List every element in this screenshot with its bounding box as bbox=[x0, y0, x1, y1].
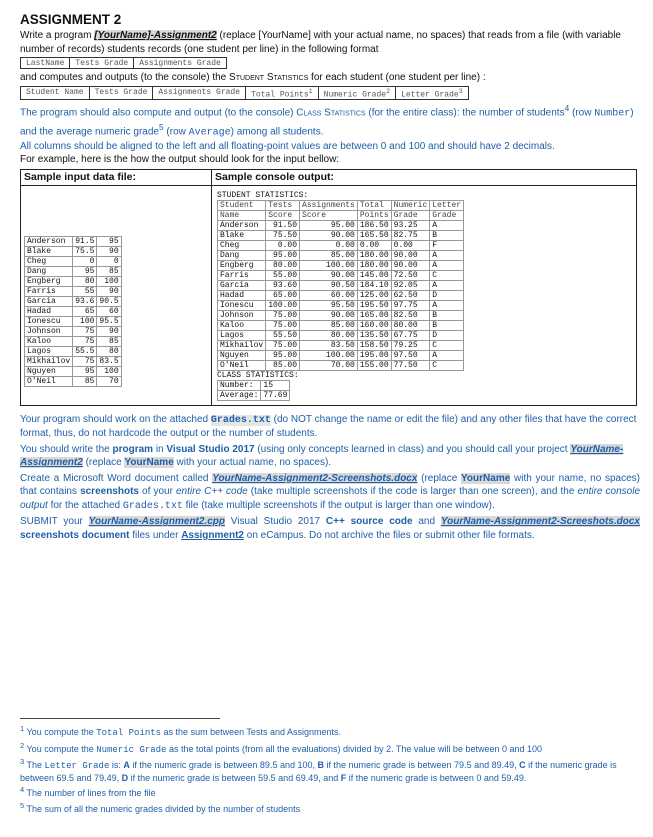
input-row bbox=[25, 356, 122, 366]
output-header-row bbox=[218, 210, 464, 220]
output-format-field: Tests Grade bbox=[89, 86, 153, 100]
output-tests-cell: 75.50 bbox=[266, 230, 300, 240]
footnote-5: $^5$ The sum of all the numeric grades divided by the number of students bbox=[20, 800, 301, 814]
output-numeric-cell: 67.75 bbox=[391, 330, 430, 340]
input-name-cell: Kaloo bbox=[25, 336, 73, 346]
sample-input-box bbox=[21, 170, 212, 405]
input-assignments-cell: 0 bbox=[97, 256, 121, 266]
output-header-cell: Points bbox=[357, 210, 391, 220]
output-assignments-cell: 85.00 bbox=[300, 320, 358, 330]
footnote-ref: 3 bbox=[458, 86, 463, 95]
output-numeric-cell: 92.05 bbox=[391, 280, 430, 290]
output-total-cell: 180.00 bbox=[357, 260, 391, 270]
output-numeric-cell: 0.00 bbox=[391, 240, 430, 250]
sample-input-title: Sample input data file: bbox=[21, 170, 211, 186]
sample-boxes bbox=[20, 169, 637, 406]
output-assignments-cell: 90.00 bbox=[300, 270, 358, 280]
output-assignments-cell: 100.00 bbox=[300, 260, 358, 270]
input-tests-cell: 75 bbox=[73, 336, 97, 346]
output-letter-cell: A bbox=[430, 260, 464, 270]
output-name-cell: Hadad bbox=[218, 290, 266, 300]
student-stats-label: STUDENT STATISTICS: bbox=[217, 190, 309, 200]
output-assignments-cell: 85.00 bbox=[300, 250, 358, 260]
output-tests-cell: 75.00 bbox=[266, 310, 300, 320]
output-format-field: Total Points$^1$ bbox=[246, 86, 319, 100]
input-assignments-cell: 90.5 bbox=[97, 296, 121, 306]
output-row bbox=[218, 230, 464, 240]
output-total-cell: 165.50 bbox=[357, 230, 391, 240]
output-letter-cell: A bbox=[430, 300, 464, 310]
output-header-cell: Assignments bbox=[300, 200, 358, 210]
input-tests-cell: 75.5 bbox=[73, 246, 97, 256]
input-row bbox=[25, 266, 122, 276]
footnote-2: $^2$ You compute the Numeric Grade as the total points (from all the evaluations) divided by 2. The value will be between 0 and 100 bbox=[20, 740, 543, 755]
footnote-ref: 1 bbox=[308, 86, 313, 95]
output-tests-cell: 93.60 bbox=[266, 280, 300, 290]
input-assignments-cell: 90 bbox=[97, 326, 121, 336]
output-numeric-cell: 82.50 bbox=[391, 310, 430, 320]
input-assignments-cell: 85 bbox=[97, 336, 121, 346]
input-tests-cell: 85 bbox=[73, 376, 97, 386]
output-format-table bbox=[20, 86, 469, 101]
output-tests-cell: 75.00 bbox=[266, 320, 300, 330]
input-tests-cell: 95 bbox=[73, 366, 97, 376]
footnote-3: $^3$ The Letter Grade is: A if the numeric grade is between 89.5 and 100, B if the numeric grade is between 79.5 and 89.49, C if the numeric grade is between 69.5 and 79.49, D if the numeric grade is between 59.5 and 69.49, and F if the numeric grade is between 0 and 59.49. bbox=[20, 757, 617, 783]
output-header-cell: Score bbox=[266, 210, 300, 220]
grades-file-name: Grades.txt bbox=[210, 414, 271, 426]
input-assignments-cell: 60 bbox=[97, 306, 121, 316]
output-total-cell: 195.00 bbox=[357, 350, 391, 360]
input-tests-cell: 65 bbox=[73, 306, 97, 316]
footnote-ref: 2 bbox=[386, 86, 391, 95]
output-tests-cell: 55.00 bbox=[266, 270, 300, 280]
output-tests-cell: 95.00 bbox=[266, 250, 300, 260]
output-row bbox=[218, 310, 464, 320]
output-letter-cell: B bbox=[430, 320, 464, 330]
docx-name-highlight: YourName-Assignment2-Screenshots.docx bbox=[212, 472, 418, 484]
output-header-cell: Letter bbox=[430, 200, 464, 210]
output-letter-cell: B bbox=[430, 310, 464, 320]
input-row bbox=[25, 296, 122, 306]
output-tests-cell: 85.00 bbox=[266, 360, 300, 370]
output-row bbox=[218, 220, 464, 230]
output-letter-cell: C bbox=[430, 270, 464, 280]
input-tests-cell: 0 bbox=[73, 256, 97, 266]
footnote-1: $^1$ You compute the Total Points as the sum between Tests and Assignments. bbox=[20, 724, 341, 738]
input-name-cell: Hadad bbox=[25, 306, 73, 316]
output-letter-cell: A bbox=[430, 280, 464, 290]
input-name-cell: Lagos bbox=[25, 346, 73, 356]
output-name-cell: Farris bbox=[218, 270, 266, 280]
footnotes bbox=[20, 718, 635, 815]
output-tests-cell: 100.00 bbox=[266, 300, 300, 310]
output-numeric-cell: 90.00 bbox=[391, 250, 430, 260]
output-numeric-cell: 97.50 bbox=[391, 350, 430, 360]
input-name-cell: Cheg bbox=[25, 256, 73, 266]
input-assignments-cell: 95.5 bbox=[97, 316, 121, 326]
output-total-cell: 155.00 bbox=[357, 360, 391, 370]
input-row bbox=[25, 306, 122, 316]
input-row bbox=[25, 246, 122, 256]
output-row bbox=[218, 320, 464, 330]
output-letter-cell: C bbox=[430, 360, 464, 370]
intro-paragraph-2: and computes and outputs (to the console) the Student Statistics for each student (one student per line) : bbox=[20, 72, 486, 83]
output-name-cell: Engberg bbox=[218, 260, 266, 270]
input-name-cell: Dang bbox=[25, 266, 73, 276]
output-name-cell: Nguyen bbox=[218, 350, 266, 360]
input-tests-cell: 80 bbox=[73, 276, 97, 286]
input-assignments-cell: 95 bbox=[97, 236, 121, 246]
output-name-cell: Dang bbox=[218, 250, 266, 260]
output-assignments-cell: 100.00 bbox=[300, 350, 358, 360]
body-paragraph-1: Your program should work on the attached Grades.txt (do NOT change the name or edit the file) and any other files that have the correct format, thus, do not hardcode the output or the number of students. bbox=[20, 413, 637, 440]
output-tests-cell: 80.00 bbox=[266, 260, 300, 270]
output-total-cell: 125.00 bbox=[357, 290, 391, 300]
output-letter-cell: C bbox=[430, 340, 464, 350]
body-paragraph-2: You should write the program in Visual Studio 2017 (using only concepts learned in class) and you should call your project YourName-Assignment2 (replace YourName with your actual name, no spaces). bbox=[20, 443, 624, 469]
output-name-cell: Cheg bbox=[218, 240, 266, 250]
input-tests-cell: 75 bbox=[73, 356, 97, 366]
output-assignments-cell: 0.00 bbox=[300, 240, 358, 250]
output-tests-cell: 91.50 bbox=[266, 220, 300, 230]
class-stats-table bbox=[217, 380, 290, 401]
input-assignments-cell: 85 bbox=[97, 266, 121, 276]
class-stats-value-cell: 15 bbox=[261, 380, 290, 390]
output-assignments-cell: 83.50 bbox=[300, 340, 358, 350]
input-name-cell: Farris bbox=[25, 286, 73, 296]
sample-output-title: Sample console output: bbox=[212, 170, 636, 186]
class-stats-row bbox=[218, 380, 290, 390]
input-format-field: Tests Grade bbox=[70, 58, 134, 69]
intro-paragraph-5: For example, here is the how the output should look for the input bellow: bbox=[20, 154, 340, 166]
input-assignments-cell: 83.5 bbox=[97, 356, 121, 366]
assignment-page bbox=[20, 12, 640, 542]
output-numeric-cell: 80.00 bbox=[391, 320, 430, 330]
input-name-cell: Engberg bbox=[25, 276, 73, 286]
body-paragraph-3: Create a Microsoft Word document called YourName-Assignment2-Screenshots.docx (replace YourName with your name, no spaces) that contains screenshots of your entire C++ code (take multiple screenshots if the code is larger than one screen), and the entire console output for the attached Grades.txt file (take multiple screenshots if the output is larger than one window). bbox=[20, 472, 641, 512]
input-name-cell: Ionescu bbox=[25, 316, 73, 326]
sample-output-box bbox=[212, 170, 636, 405]
output-name-cell: Mikhailov bbox=[218, 340, 266, 350]
output-letter-cell: A bbox=[430, 220, 464, 230]
input-assignments-cell: 80 bbox=[97, 346, 121, 356]
output-total-cell: 160.00 bbox=[357, 320, 391, 330]
input-tests-cell: 100 bbox=[73, 316, 97, 326]
sample-input-table bbox=[24, 236, 122, 387]
output-numeric-cell: 82.75 bbox=[391, 230, 430, 240]
output-row bbox=[218, 340, 464, 350]
input-format-field: LastName bbox=[21, 58, 70, 69]
input-name-cell: Johnson bbox=[25, 326, 73, 336]
output-format-field: Numeric Grade$^2$ bbox=[318, 86, 395, 100]
output-name-cell: Garcia bbox=[218, 280, 266, 290]
output-row bbox=[218, 240, 464, 250]
output-total-cell: 158.50 bbox=[357, 340, 391, 350]
input-name-cell: Blake bbox=[25, 246, 73, 256]
output-total-cell: 180.00 bbox=[357, 250, 391, 260]
project-name-highlight: YourName-Assignment2 bbox=[20, 443, 624, 469]
footnote-divider bbox=[20, 718, 220, 719]
output-letter-cell: B bbox=[430, 230, 464, 240]
output-numeric-cell: 93.25 bbox=[391, 220, 430, 230]
output-total-cell: 0.00 bbox=[357, 240, 391, 250]
input-row bbox=[25, 326, 122, 336]
class-stats-label: CLASS STATISTICS: bbox=[217, 370, 299, 380]
output-header-cell: Tests bbox=[266, 200, 300, 210]
output-header-cell: Grade bbox=[391, 210, 430, 220]
output-total-cell: 184.10 bbox=[357, 280, 391, 290]
class-stats-label-cell: Average: bbox=[218, 390, 261, 400]
output-assignments-cell: 70.00 bbox=[300, 360, 358, 370]
output-tests-cell: 65.00 bbox=[266, 290, 300, 300]
input-row bbox=[25, 256, 122, 266]
input-format-field: Assignments Grade bbox=[134, 58, 227, 69]
output-numeric-cell: 90.00 bbox=[391, 260, 430, 270]
output-total-cell: 165.00 bbox=[357, 310, 391, 320]
output-row bbox=[218, 290, 464, 300]
output-name-cell: Anderson bbox=[218, 220, 266, 230]
output-format-field: Student Name bbox=[21, 86, 90, 100]
output-name-cell: Blake bbox=[218, 230, 266, 240]
output-total-cell: 186.50 bbox=[357, 220, 391, 230]
output-total-cell: 145.00 bbox=[357, 270, 391, 280]
input-assignments-cell: 100 bbox=[97, 276, 121, 286]
input-tests-cell: 93.6 bbox=[73, 296, 97, 306]
output-name-cell: Ionescu bbox=[218, 300, 266, 310]
input-row bbox=[25, 316, 122, 326]
output-format-field: Letter Grade$^3$ bbox=[396, 86, 469, 100]
output-assignments-cell: 90.00 bbox=[300, 310, 358, 320]
output-assignments-cell: 80.00 bbox=[300, 330, 358, 340]
output-numeric-cell: 72.50 bbox=[391, 270, 430, 280]
student-stats-table bbox=[217, 200, 464, 371]
output-tests-cell: 55.50 bbox=[266, 330, 300, 340]
input-tests-cell: 91.5 bbox=[73, 236, 97, 246]
output-assignments-cell: 95.50 bbox=[300, 300, 358, 310]
output-letter-cell: F bbox=[430, 240, 464, 250]
input-assignments-cell: 100 bbox=[97, 366, 121, 376]
output-header-cell: Student bbox=[218, 200, 266, 210]
input-assignments-cell: 70 bbox=[97, 376, 121, 386]
output-row bbox=[218, 360, 464, 370]
output-numeric-cell: 97.75 bbox=[391, 300, 430, 310]
output-name-cell: Johnson bbox=[218, 310, 266, 320]
output-header-cell: Numeric bbox=[391, 200, 430, 210]
input-name-cell: Nguyen bbox=[25, 366, 73, 376]
output-row bbox=[218, 260, 464, 270]
output-header-cell: Grade bbox=[430, 210, 464, 220]
output-tests-cell: 75.00 bbox=[266, 340, 300, 350]
input-name-cell: Anderson bbox=[25, 236, 73, 246]
input-assignments-cell: 90 bbox=[97, 246, 121, 256]
output-tests-cell: 95.00 bbox=[266, 350, 300, 360]
body-paragraph-4: SUBMIT your YourName-Assignment2.cpp Visual Studio 2017 C++ source code and YourName-Assignment2-Screeshots.docx screenshots document files under Assignment2 on eCampus. Do not archive the files or submit other file formats. bbox=[20, 516, 640, 541]
output-row bbox=[218, 250, 464, 260]
output-name-cell: Lagos bbox=[218, 330, 266, 340]
input-name-cell: Garcia bbox=[25, 296, 73, 306]
output-letter-cell: A bbox=[430, 350, 464, 360]
input-row bbox=[25, 376, 122, 386]
output-total-cell: 135.50 bbox=[357, 330, 391, 340]
output-row bbox=[218, 300, 464, 310]
class-stats-row bbox=[218, 390, 290, 400]
program-name-highlight: [YourName]-Assignment2 bbox=[94, 30, 217, 41]
output-header-cell: Total bbox=[357, 200, 391, 210]
output-numeric-cell: 79.25 bbox=[391, 340, 430, 350]
input-name-cell: Mikhailov bbox=[25, 356, 73, 366]
input-row bbox=[25, 336, 122, 346]
output-row bbox=[218, 280, 464, 290]
input-row bbox=[25, 286, 122, 296]
input-format-table bbox=[20, 57, 227, 69]
output-assignments-cell: 95.00 bbox=[300, 220, 358, 230]
output-name-cell: Kaloo bbox=[218, 320, 266, 330]
class-stats-value-cell: 77.69 bbox=[261, 390, 290, 400]
input-tests-cell: 75 bbox=[73, 326, 97, 336]
output-total-cell: 195.50 bbox=[357, 300, 391, 310]
output-row bbox=[218, 270, 464, 280]
input-tests-cell: 95 bbox=[73, 266, 97, 276]
input-row bbox=[25, 276, 122, 286]
output-row bbox=[218, 350, 464, 360]
output-assignments-cell: 90.50 bbox=[300, 280, 358, 290]
input-row bbox=[25, 236, 122, 246]
class-stats-label-cell: Number: bbox=[218, 380, 261, 390]
output-row bbox=[218, 330, 464, 340]
input-row bbox=[25, 366, 122, 376]
input-tests-cell: 55.5 bbox=[73, 346, 97, 356]
output-assignments-cell: 90.00 bbox=[300, 230, 358, 240]
output-format-field: Assignments Grade bbox=[153, 86, 246, 100]
output-assignments-cell: 60.00 bbox=[300, 290, 358, 300]
output-numeric-cell: 77.50 bbox=[391, 360, 430, 370]
intro-paragraph-3: The program should also compute and output (to the console) Class Statistics (for the entire class): the number of students$^4$ (row Number) and the average numeric grade$^5$ (row Average) among all students. bbox=[20, 103, 634, 139]
output-letter-cell: A bbox=[430, 250, 464, 260]
page-title: ASSIGNMENT 2 bbox=[20, 12, 122, 27]
input-name-cell: O'Neil bbox=[25, 376, 73, 386]
input-assignments-cell: 90 bbox=[97, 286, 121, 296]
output-header-cell: Score bbox=[300, 210, 358, 220]
intro-paragraph-1: Write a program [YourName]-Assignment2 (replace [YourName] with your actual name, no spaces) that reads from a file (with variable number of records) students records (one student per line) in the following format bbox=[20, 30, 621, 55]
intro-paragraph-4: All columns should be aligned to the left and all floating-point values are between 0 and 100 and should have 2 decimals. bbox=[20, 140, 555, 152]
output-numeric-cell: 62.50 bbox=[391, 290, 430, 300]
output-header-row bbox=[218, 200, 464, 210]
output-letter-cell: D bbox=[430, 290, 464, 300]
output-letter-cell: D bbox=[430, 330, 464, 340]
footnote-4: $^4$ The number of lines from the file bbox=[20, 785, 156, 798]
input-tests-cell: 55 bbox=[73, 286, 97, 296]
input-row bbox=[25, 346, 122, 356]
output-header-cell: Name bbox=[218, 210, 266, 220]
output-name-cell: O'Neil bbox=[218, 360, 266, 370]
output-tests-cell: 0.00 bbox=[266, 240, 300, 250]
